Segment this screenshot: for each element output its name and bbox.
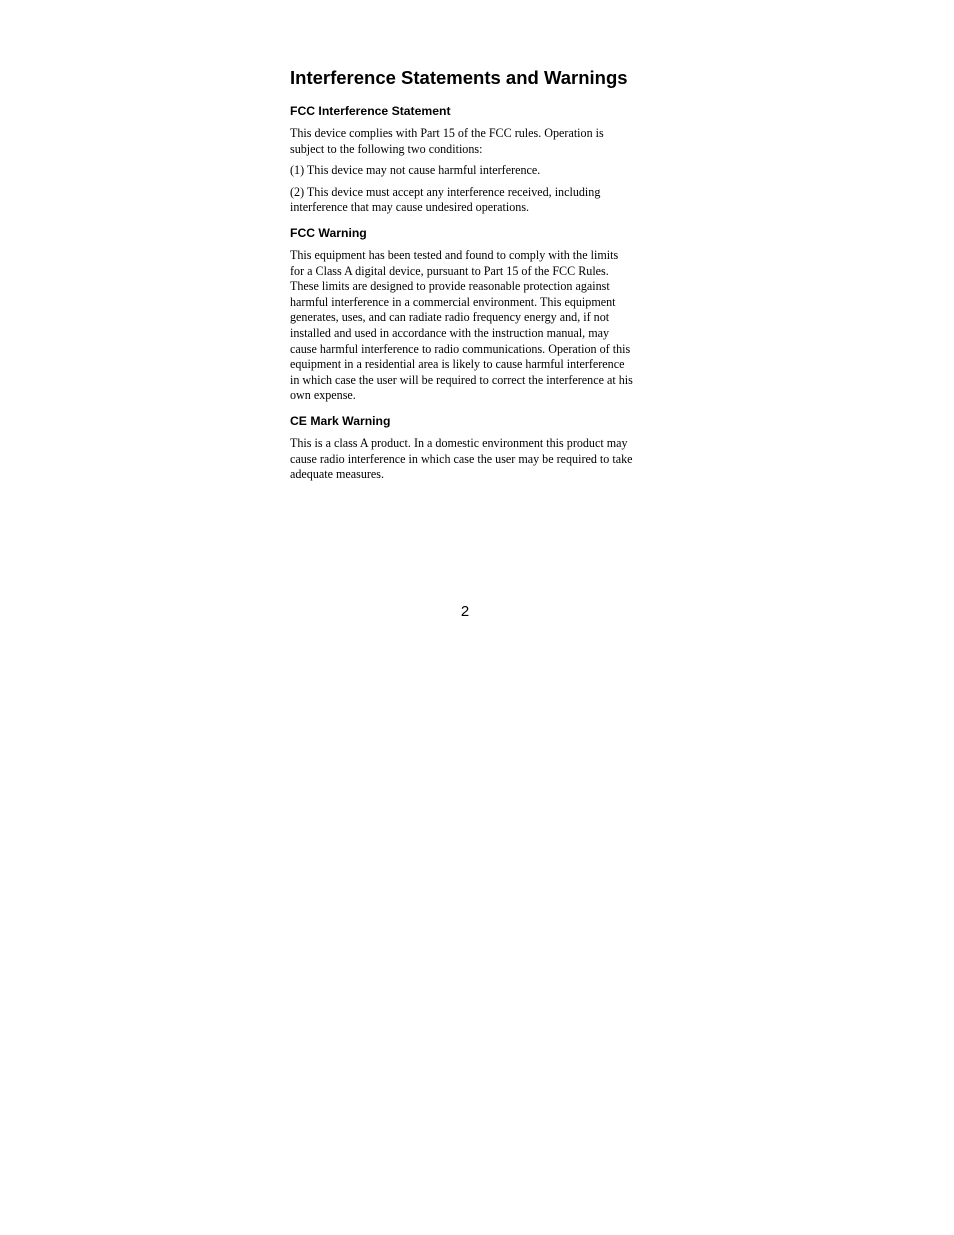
section-fcc-interference-statement — [290, 103, 635, 216]
section-ce-mark-warning — [290, 413, 635, 483]
page-title: Interference Statements and Warnings — [290, 67, 628, 88]
section-paragraph: (2) This device must accept any interference received, including interference that may cause undesired operations. — [290, 184, 601, 215]
section-paragraph: This equipment has been tested and found to comply with the limits for a Class A digital device, pursuant to Part 15 of the FCC Rules. These limits are designed to provide reasonable protection against harmful interference in a commercial environment. This equipment generates, uses, and can radiate radio frequency energy and, if not installed and used in accordance with the instruction manual, may cause harmful interference to radio communications. Operation of this equipment in a residential area is likely to cause harmful interference in which case the user will be required to correct the interference at his own expense. — [290, 247, 633, 403]
section-heading: FCC Interference Statement — [290, 104, 451, 118]
section-paragraph: (1) This device may not cause harmful interference. — [290, 163, 541, 178]
section-fcc-warning — [290, 225, 635, 404]
page-number: 2 — [460, 603, 470, 620]
section-paragraph: This is a class A product. In a domestic environment this product may cause radio interference in which case the user may be required to take adequate measures. — [290, 435, 633, 482]
document-page — [290, 66, 635, 489]
section-heading: CE Mark Warning — [290, 413, 391, 428]
section-paragraph: This device complies with Part 15 of the FCC rules. Operation is subject to the following two conditions: — [290, 126, 604, 156]
section-heading: FCC Warning — [290, 225, 367, 240]
